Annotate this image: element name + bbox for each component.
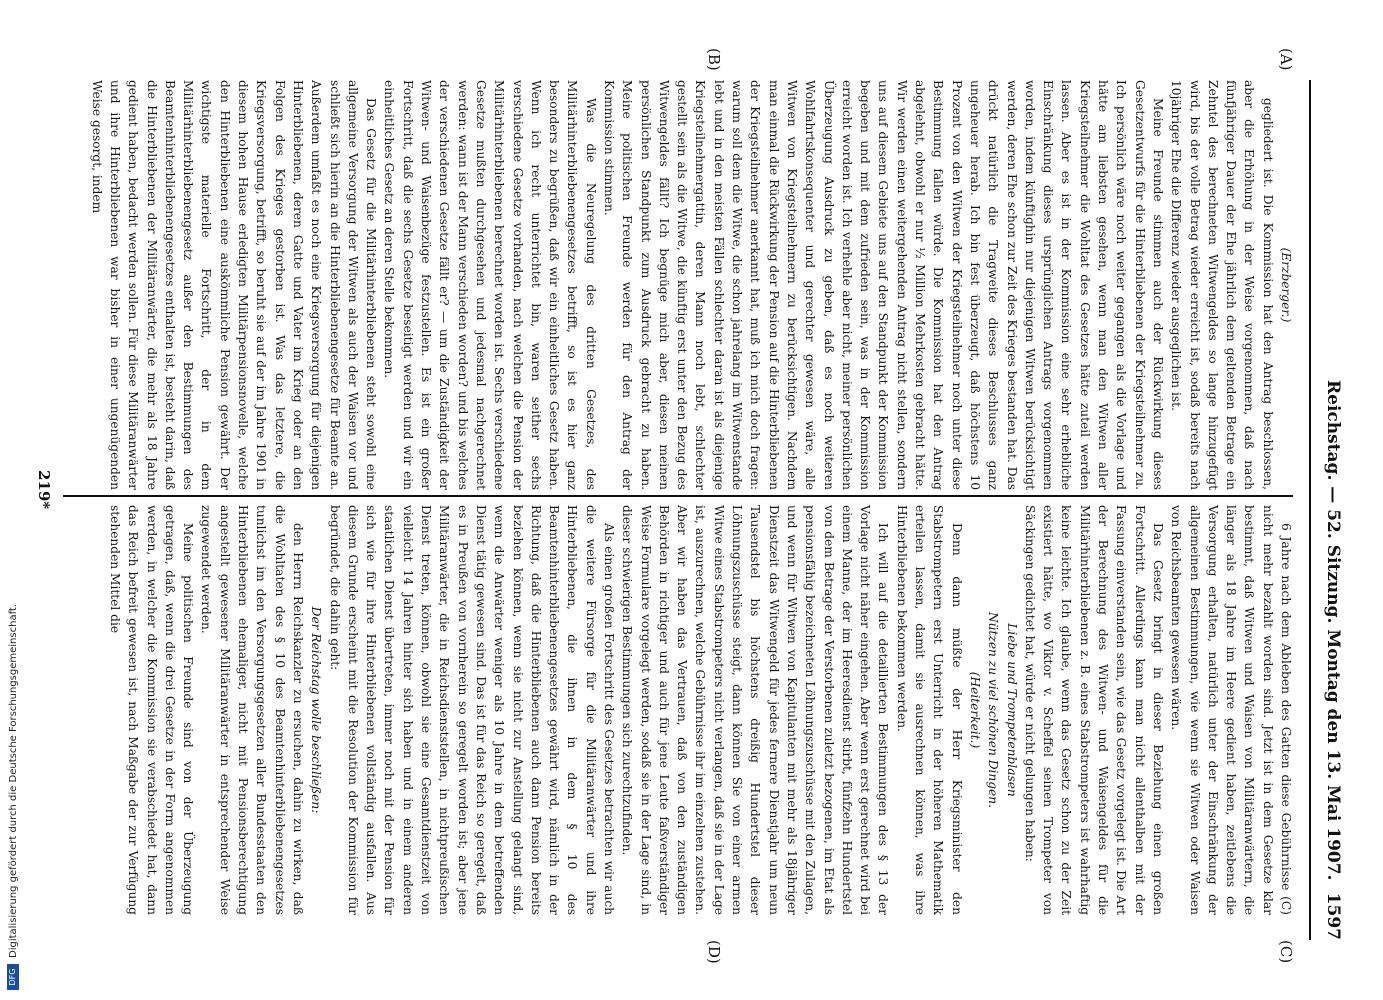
margin-marker-c: (C): [1277, 940, 1295, 964]
verse-line: Nützen zu viel schönen Dingen.: [986, 612, 1001, 808]
speaker-label: (Erzberger.): [1279, 247, 1293, 323]
page-number: 1597: [1323, 892, 1343, 940]
paragraph: Meine politischen Freunde sind von der Überzeugung getragen, daß, wenn die drei Gesetze in der Form angenommen werden, in welcher die Kommission sie verabschiedet hat, dann das Reich befreit gewesen ist, nach Maßgabe der zur Verfügung stehenden Mittel die: [108, 505, 196, 915]
verse-line: Liebe und Trompetenblasen: [1004, 623, 1019, 797]
paragraph: Denn dann müßte der Herr Kriegsminister den Stabstrompetern erst Unterricht in der höheren Mathematik erteilen lassen, damit sie ausrechnen können, was ihre Hinterbliebenen bekommen werden.: [894, 505, 964, 915]
digitization-credit: [6, 10, 22, 990]
paragraph: Meine Freunde stimmen auch der Rückwirkung dieses Gesetzentwurfs für die Hinterbliebenen der Kriegsteilnehmer zu. Ich persönlich wäre noch weiter gegangen als die Vorlage und hätte am liebsten gesehen, wenn man den Witwen aller Kriegsteilnehmer die Wohltat des Gesetzes hätte zuteil werden lassen. Aber es ist in der Kommission eine sehr erhebliche Einschränkung dieses ursprünglichen Antrags vorgenommen worden, indem künftighin nur diejenigen Witwen berücksichtigt werden, deren Ehe schon zur Zeit des Krieges bestanden hat. Das drückt natürlich die Tragweite dieses Beschlusses ganz ungeheuer herab. Ich bin fest überzeugt, daß höchstens 10 Prozent von den Witwen der Kriegsteilnehmer noch unter diese Bestimmung fallen würde. Die Kommission hat den Antrag abgelehnt, obwohl er nur ½ Million Mehrkosten gebracht hätte. Wir werden einen weitergehenden Antrag nicht stellen, sondern uns auf diesem Gebiete uns auf den Standpunkt der Kommission begeben und mit dem zufrieden sein, was in der Kommission erreicht worden ist. Ich verhehle aber nicht, meiner persönlichen Überzeugung Ausdruck zu geben, daß es noch weiteren Wohlfahrtskonsequenter und gerechter gewesen wäre, alle Witwen von Kriegsteilnehmern zu berücksichtigen. Nachdem man einmal die Rückwirkung der Pension auf die Hinterbliebenen der Kriegsteilnehmer anerkannt hat, muß ich mich doch fragen: warum soll dem die Witwe, die schon jahrelang im Witwenstande lebt und in den meisten Fällen schlechter daran ist als diejenige Kriegsteilnehmergattin, deren Mann noch lebt, schlechter gestellt sein als die Witwe, die künftig erst unter den Bezug des Witwengeldes fällt? Ich begnüge mich aber, diesen meinen persönlichen Standpunkt zum Ausdruck gebracht zu haben. Meine politischen Freunde werden für den Antrag der Kommission stimmen.: [602, 80, 1165, 490]
paragraph: Das Gesetz für die Militärhinterbliebenen steht sowohl eine allgemeine Versorgung der Witwen als auch der Waisen vor und schließt sich hierin an die Hinterbliebenengesetze für Beamte an. Außerdem umfaßt es noch eine Kriegsversorgung für diejenigen Hinterbliebenen, deren Gatte und Vater im Krieg oder an den Folgen des Krieges gestorben ist. Was das letztere, die Kriegsversorgung, betrifft, so beruht sie auf der im Jahre 1901 in diesem hohen Hause erledigten Militärpensionsnovelle, welche den Hinterbliebenen eine auskömmliche Pension gewährt. Der wichtigste materielle Fortschritt, der in dem Militärhinterbliebenengesetz außer den Bestimmungen des Beamtenhinterbliebenengesetzes enthalten ist, besteht darin, daß die Hinterbliebenen der Militäranwärter, die mehr als 18 Jahre gedient haben, bedacht werden sollen. Für diese Militäranwärter und ihre Hinterbliebenen war bisher in einer ungenügenden Weise gesorgt, indem: [89, 80, 379, 490]
margin-marker-d: (D): [705, 940, 723, 964]
paragraph: gegliedert ist. Die Kommission hat den Antrag beschlossen, aber die Erhöhung in der Weise vorgenommen, daß nach fünfjähriger Dauer der Ehe jährlich dem geltenden Betrage ein Zehntel des berechneten Witwengeldes so lange hinzugefügt wird, bis der volle Betrag wieder erreicht ist, sodaß bereits nach 10jähriger Ehe die Differenz wieder ausgeglichen ist.: [1169, 80, 1275, 490]
page-header: [1313, 80, 1343, 940]
column-divider: [63, 495, 1293, 497]
credit-text: Digitalisierung gefördert durch die Deutsche Forschungsgemeinschaft.: [8, 603, 19, 958]
margin-marker-a: (A): [1277, 48, 1295, 71]
left-text-column: [85, 80, 1295, 490]
header-title: Reichstag. — 52. Sitzung. Montag den 13. Mai 1907.: [1323, 380, 1343, 881]
interjection: (Heiterkeit.): [967, 671, 982, 749]
signature-mark: 219*: [35, 470, 53, 510]
paragraph: Was die Neuregelung des dritten Gesetzes, des Militärhinterbliebenengesetzes betrifft, so ist es hier ganz besonders zu begrüßen, daß wir ein einheitliches Gesetz haben. Wenn ich recht unterrichtet bin, waren seither sechs verschiedene Gesetze vorhanden, nach welchen die Pension der Militärhinterbliebenen berechnet worden ist. Sechs verschiedene Gesetze mußten durchgesehen und jedesmal nachgerechnet werden: wann ist der Mann verschieden worden? und bis welches der verschiedenen Gesetze fällt er? — um die Zuständigkeit der Witwen- und Waisenbezüge festzustellen. Es ist ein großer Fortschritt, daß die sechs Gesetze beseitigt werden und wir ein einheitliches Gesetz an deren Stelle bekommen.: [382, 80, 598, 490]
header-rule: [1309, 80, 1311, 940]
paragraph: Das Gesetz bringt in dieser Beziehung einen großen Fortschritt. Allerdings kann man nicht allenthalben mit der Fassung einverstanden sein, wie das Gesetz vorgelegt ist. Die Art der Berechnung des Witwen- und Waisengeldes für die Militärhinterbliebenen z. B. eines Stabstrompeters ist wahrhaftig keine leichte. Ich glaube, wenn das Gesetz schon zu der Zeit existiert hätte, wo Viktor v. Scheffel seinen Trompeter von Säckingen gedichtet hat, würde er nicht gelungen haben:: [1022, 505, 1165, 915]
dfg-logo-icon: DFG: [7, 964, 19, 990]
resolution-heading: Der Reichstag wolle beschließen:: [309, 606, 324, 814]
paragraph: Als einen großen Fortschritt des Gesetzes betrachten wir auch die weitere Fürsorge für die Militäranwärter und ihre Hinterbliebenen, die ihnen in dem § 10 des Beamtenhinterbliebenengesetzes gewährt wird, nämlich in der Richtung, daß die Hinterbliebenen auch dann Pension bereits beziehen können, wenn sie nicht zur Anstellung gelangt sind, wenn die Anwärter weniger als 10 Jahre in dem betreffenden Dienst tätig gewesen sind. Das ist für das Reich so geregelt, daß es in Preußen von vornherein so geregelt worden ist; aber jene Militäranwärter, die in Reichsdienststellen, in nichtpreußischen Dienst treten, können, obwohl sie eine Gesamtdienstzeit von vielleicht 14 Jahren hinter sich haben und in einem anderen staatlichen Dienst übertreten, immer noch mit der Pension für sich wie für ihre Hinterbliebenen vollständig ausfallen. Aus diesem Grunde erscheint mit die Resolution der Kommission für begründet, die dahin geht:: [327, 505, 617, 915]
margin-marker-b: (B): [705, 48, 723, 71]
paragraph: 6 Jahre nach dem Ableben des Gatten diese Gebührnisse (C) nicht mehr bezahlt worden sind. Jetzt ist in dem Gesetze klar bestimmt, daß Witwen und Waisen von Militäranwärtern, die länger als 18 Jahre im Heere gedient haben, zeitlebens die Versorgung erhalten, natürlich unter der Einschränkung der allgemeinen Bestimmungen, wie wenn sie Witwen oder Waisen von Reichsbeamten gewesen wären.: [1169, 505, 1293, 915]
resolution-text: den Herrn Reichskanzler zu ersuchen, dahin zu wirken, daß die Wohltaten des § 10 des Beamtenhinterbliebenengesetzes tunlichst im den Versorgungsgesetzen aller Bundesstaaten den Hinterbliebenen ehemaliger, nicht mit Pensionsberechtigung angestellt gewesener Militäranwärter in entsprechender Weise zugewendet werden.: [199, 505, 305, 915]
paragraph: Ich will auf die detaillierten Bestimmungen des § 13 der Vorlage nicht näher eingehen. Aber wenn erst gerechnet wird bei einem Manne, der im Heeresdienst stirbt, fünfzehn Hundertstel von dem Betrage der Verstorbenen zuletzt bezogenen, im Etat als pensionsfähig bezeichneten Löhnungszuschüsse mit den Zulagen, und wenn für Witwen von Kapitulanten mit mehr als 18jähriger Dienstzeit das Witwengeld für jedes fernere Dienstjahr um neun Tausendstel bis höchstens dreißig Hundertstel dieser Löhnungszuschüsse steigt, dann können Sie von einer armen Witwe eines Stabstrompeters nicht verlangen, daß sie in der Lage ist, auszurechnen, welche Gebührnisse ihr im einzelnen zustehen. Aber wir haben das Vertrauen, daß von den zuständigen Behörden in richtiger und auch für jene Leute faßverständiger Weise Formulare vorgelegt werden, sodaß sie in der Lage sind, in dieser schwierigen Bestimmungen sich zurechtzufinden.: [620, 505, 891, 915]
right-text-column: [85, 505, 1295, 915]
